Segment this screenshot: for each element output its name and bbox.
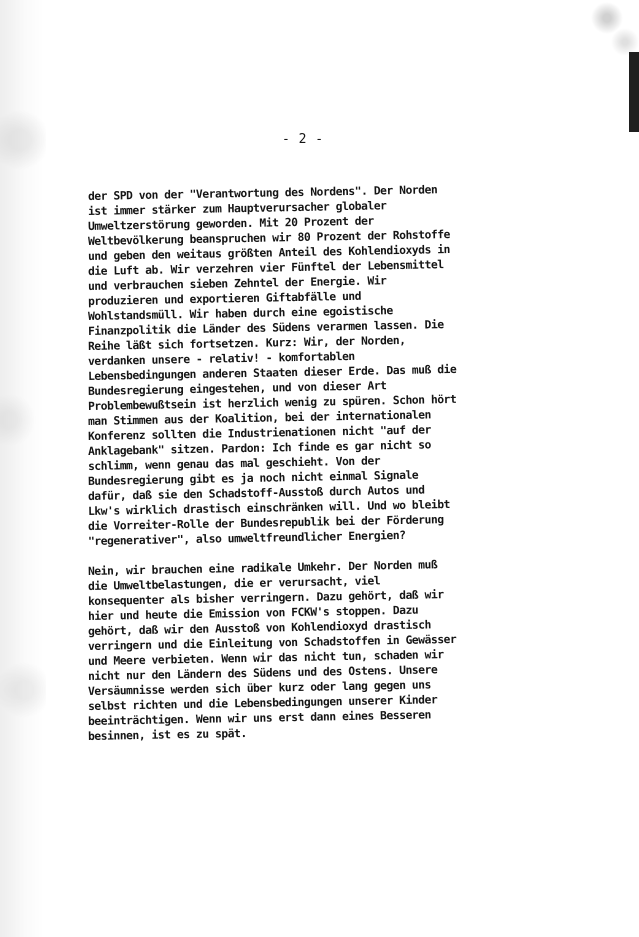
body-text: [87, 183, 512, 744]
text-line: beeinträchtigen. Wenn wir uns erst dann eines Besseren: [87, 708, 432, 728]
text-line: Nein, wir brauchen eine radikale Umkehr. Der Norden muß: [87, 558, 438, 578]
text-line: nicht nur den Ländern des Südens und des Ostens. Unsere: [87, 663, 438, 683]
text-line: Bundesregierung eingestehen, und von dieser Art: [87, 379, 387, 398]
text-line: Weltbevölkerung beanspruchen wir 80 Prozent der Rohstoffe: [87, 228, 451, 248]
text-line: der SPD von der "Verantwortung des Nordens". Der Norden: [87, 183, 438, 203]
text-line: verringern und die Einleitung von Schadstoffen in Gewässer: [87, 632, 457, 653]
text-line: dafür, daß sie den Schadstoff-Ausstoß durch Autos und: [87, 483, 425, 503]
text-line: verdanken unsere - relativ! - komfortablen: [87, 349, 355, 368]
text-line: "regenerativer", also umweltfreundlicher Energien?: [87, 528, 406, 548]
text-line: konsequenter als bisher verringern. Dazu gehört, daß wir: [87, 588, 444, 608]
text-line: Umweltzerstörung geworden. Mit 20 Prozent der: [87, 214, 374, 233]
text-line: Lkw's wirklich drastisch einschränken will. Und wo bleibt: [87, 498, 451, 518]
text-line: und Meere verbieten. Wenn wir das nicht tun, schaden wir: [87, 648, 444, 668]
text-line: Finanzpolitik die Länder des Südens verarmen lassen. Die: [87, 318, 444, 338]
text-line: Lebensbedingungen anderen Staaten dieser Erde. Das muß die: [87, 362, 457, 383]
scan-shadow-left: [0, 0, 46, 937]
text-line: besinnen, ist es zu spät.: [87, 726, 247, 743]
text-line: schlimm, wenn genau das mal geschieht. Von der: [87, 454, 381, 473]
text-line: Reihe läßt sich fortsetzen. Kurz: Wir, der Norden,: [87, 333, 406, 353]
text-line: Versäumnisse werden sich über kurz oder lang gegen uns: [87, 678, 432, 698]
text-line: die Luft ab. Wir verzehren vier Fünftel der Lebensmittel: [87, 258, 444, 278]
text-line: selbst richten und die Lebensbedingungen unserer Kinder: [87, 693, 438, 713]
text-line: hier und heute die Emission von FCKW's stoppen. Dazu: [87, 603, 419, 623]
text-line: Problembewußtsein ist herzlich wenig zu spüren. Schon hört: [87, 392, 457, 413]
text-line: Wohlstandsmüll. Wir haben durch eine egoistische: [87, 304, 393, 323]
text-line: die Vorreiter-Rolle der Bundesrepublik bei der Förderung: [87, 513, 444, 533]
text-line: ist immer stärker zum Hauptverursacher globaler: [87, 199, 387, 218]
paragraph: [87, 183, 512, 549]
text-line: die Umweltbelastungen, die er verursacht, viel: [87, 574, 381, 593]
text-line: Konferenz sollten die Industrienationen nicht "auf der: [87, 423, 432, 443]
page-number: - 2 -: [282, 132, 324, 147]
text-line: und geben den weitaus größten Anteil des Kohlendioxyds in: [87, 243, 451, 263]
paragraph: [87, 558, 512, 744]
text-line: man Stimmen aus der Koalition, bei der internationalen: [87, 408, 432, 428]
text-line: gehört, daß wir den Ausstoß von Kohlendioxyd drastisch: [87, 618, 432, 638]
text-line: und verbrauchen sieben Zehntel der Energie. Wir: [87, 274, 387, 293]
text-line: produzieren und exportieren Giftabfälle und: [87, 289, 362, 308]
text-line: Bundesregierung gibt es ja noch nicht einmal Signale: [87, 468, 419, 488]
text-line: Anklagebank" sitzen. Pardon: Ich finde es gar nicht so: [87, 438, 432, 458]
scan-mark-right: [629, 52, 639, 132]
